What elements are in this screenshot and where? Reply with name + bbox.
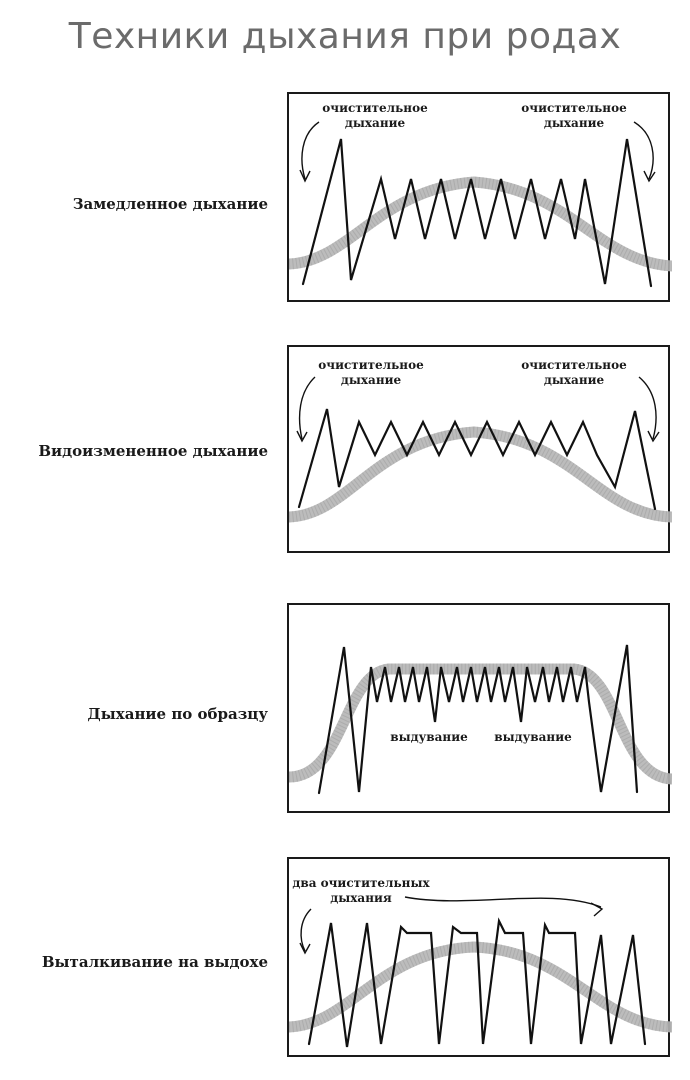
modified-breathing-diagram <box>289 347 672 555</box>
annotation-cleansing-left-1: очистительное <box>322 101 428 115</box>
pattern-breathing-diagram <box>289 605 672 815</box>
row-label-slow-breathing: Замедленное дыхание <box>72 195 268 213</box>
annotation-cleansing-left-1: очистительное <box>318 358 424 372</box>
annotation-cleansing-left-2: дыхание <box>340 373 402 387</box>
breathing-wave <box>303 139 651 286</box>
annotation-blowing-1: выдувание <box>390 730 468 744</box>
arrow-left <box>302 122 319 179</box>
annotation-cleansing-left-2: дыхание <box>344 116 406 130</box>
arrow-left-head <box>300 170 310 181</box>
arrow-left-head <box>300 943 310 953</box>
arrow-right <box>405 897 601 907</box>
arrow-left <box>300 377 315 439</box>
page-title: Техники дыхания при родах <box>68 16 622 57</box>
annotation-two-cleansing-2: дыхания <box>330 891 392 905</box>
row-label-modified-breathing: Видоизмененное дыхание <box>38 442 268 460</box>
panel-pushing-on-exhale <box>287 857 670 1057</box>
annotation-two-cleansing-1: два очистительных <box>292 876 430 890</box>
panel-modified-breathing <box>287 345 670 553</box>
row-label-pushing-on-exhale: Выталкивание на выдохе <box>41 953 268 971</box>
annotation-cleansing-right-2: дыхание <box>543 116 605 130</box>
panel-slow-breathing <box>287 92 670 302</box>
annotation-cleansing-right-1: очистительное <box>521 358 627 372</box>
annotation-cleansing-right-2: дыхание <box>543 373 605 387</box>
annotation-blowing-2: выдувание <box>494 730 572 744</box>
annotation-cleansing-right-1: очистительное <box>521 101 627 115</box>
breathing-wave <box>309 921 645 1047</box>
pushing-on-exhale-diagram <box>289 859 672 1059</box>
row-label-pattern-breathing: Дыхание по образцу <box>87 705 268 723</box>
arrow-right <box>639 377 656 439</box>
arrow-right <box>634 122 653 179</box>
contraction-band-texture <box>289 432 672 517</box>
panel-pattern-breathing <box>287 603 670 813</box>
slow-breathing-diagram <box>289 94 672 304</box>
